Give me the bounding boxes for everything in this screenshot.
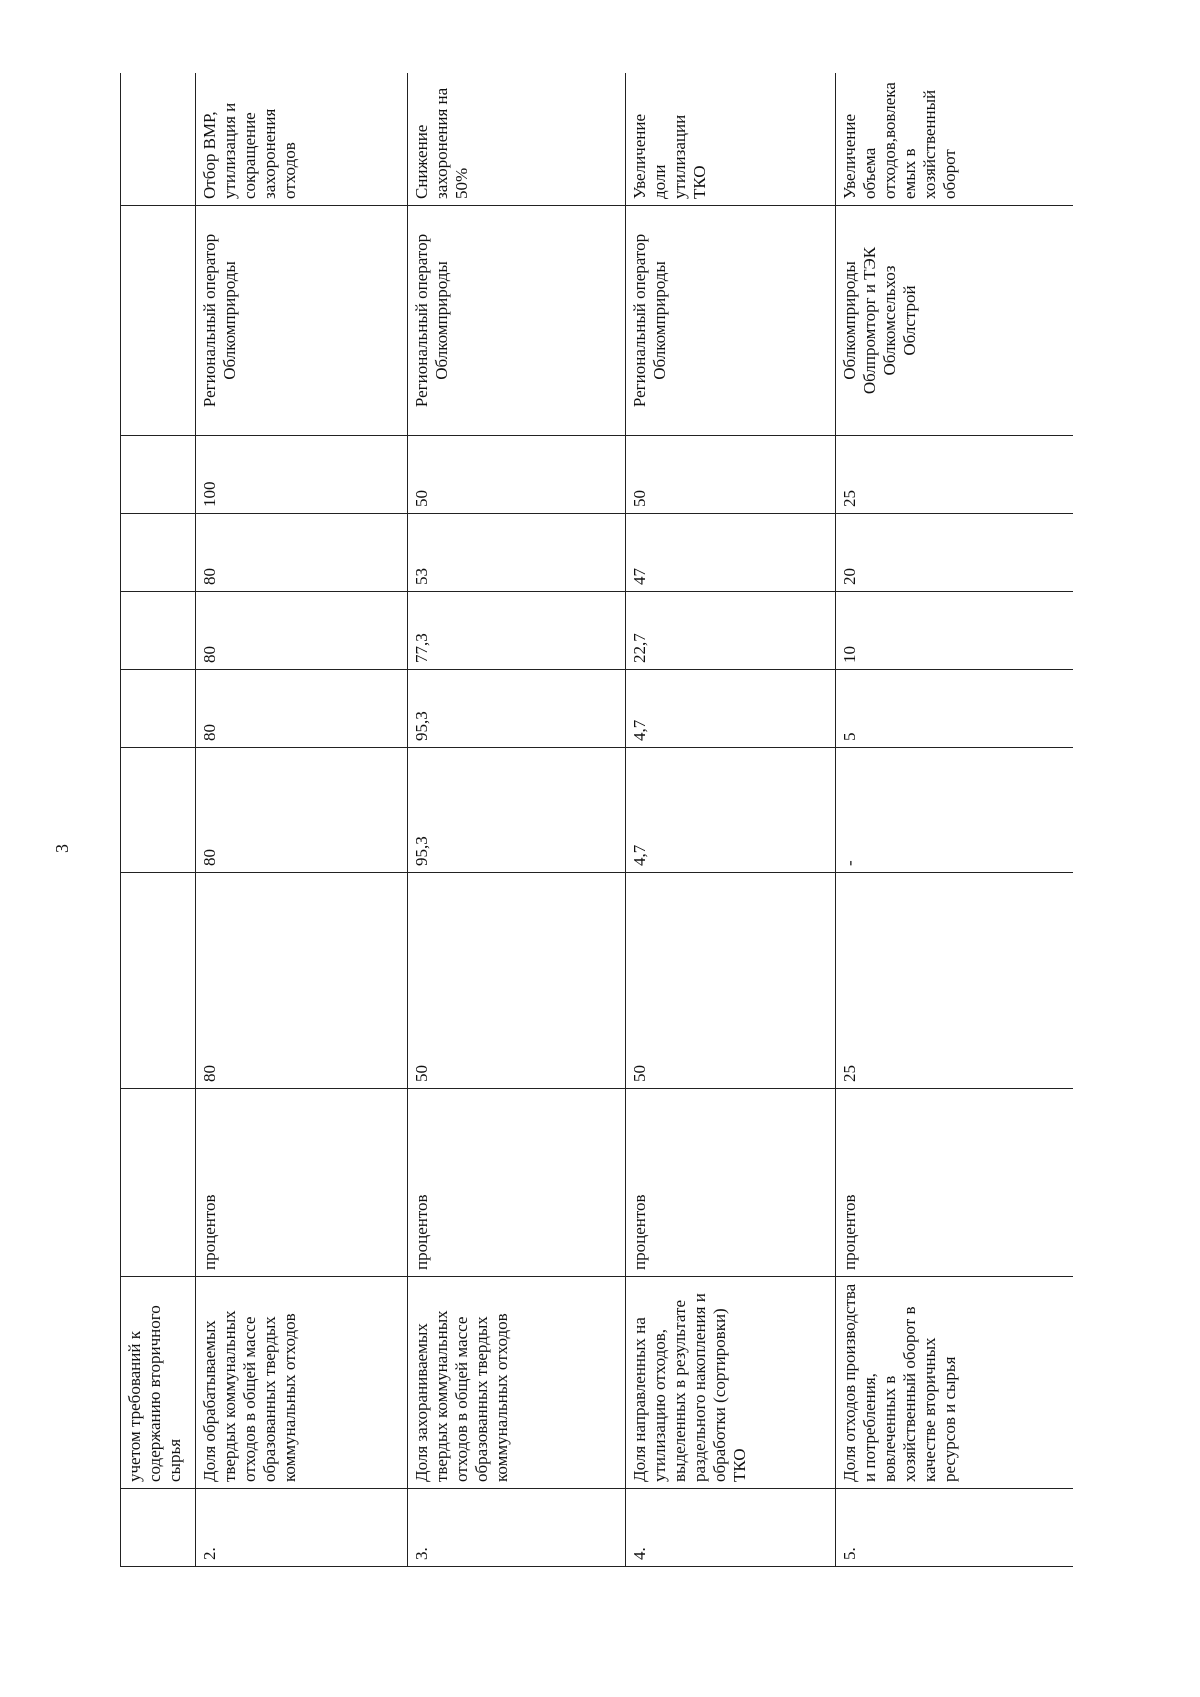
cell-year1: 4,7 — [626, 748, 836, 873]
cell-year3: 80 — [196, 592, 408, 670]
cell-year1 — [121, 748, 196, 873]
cell-responsible — [836, 206, 1074, 436]
cell-num — [121, 1489, 196, 1567]
cell-unit: процентов — [196, 1089, 408, 1277]
cell-year5: 100 — [196, 436, 408, 514]
cell-year2: 5 — [836, 670, 1074, 748]
cell-year1: 95,3 — [408, 748, 626, 873]
cell-year3: 77,3 — [408, 592, 626, 670]
responsible-line: Региональный оператор — [200, 233, 219, 408]
cell-num: 2. — [196, 1489, 408, 1567]
cell-name: Доля обрабатываемых твердых коммунальных отходов в общей массе образованных твердых коммунальных отходов — [196, 1277, 408, 1489]
cell-base: 80 — [196, 873, 408, 1089]
cell-year4: 53 — [408, 514, 626, 592]
responsible-line: Облкомприроды — [220, 261, 240, 380]
cell-year5 — [121, 436, 196, 514]
cell-year1: - — [836, 748, 1074, 873]
cell-responsible — [626, 206, 836, 436]
responsible-line: Облкомприроды — [432, 261, 452, 380]
cell-unit: процентов — [626, 1089, 836, 1277]
cell-year4 — [121, 514, 196, 592]
cell-result: Отбор ВМР, утилизация и сокращение захоронения отходов — [196, 73, 408, 206]
cell-name: учетом требований к содержанию вторичного сырья — [121, 1277, 196, 1489]
cell-result: Увеличение доли утилизации ТКО — [626, 73, 836, 206]
cell-unit — [121, 1089, 196, 1277]
cell-base: 25 — [836, 873, 1074, 1089]
cell-num: 3. — [408, 1489, 626, 1567]
cell-year5: 50 — [626, 436, 836, 514]
cell-base — [121, 873, 196, 1089]
cell-year2: 4,7 — [626, 670, 836, 748]
cell-name: Доля направленных на утилизацию отходов, выделенных в результате раздельного накопления и обработки (сортировки) ТКО — [626, 1277, 836, 1489]
cell-responsible — [196, 206, 408, 436]
cell-year4: 80 — [196, 514, 408, 592]
cell-year1: 80 — [196, 748, 408, 873]
page-number: 3 — [52, 844, 72, 853]
table-wrapper — [120, 73, 1073, 1567]
cell-year2: 95,3 — [408, 670, 626, 748]
responsible-line: Облкомсельхоз — [880, 265, 900, 376]
cell-name: Доля отходов производства и потребления, вовлеченных в хозяйственный оборот в качестве вторичных ресурсов и сырья — [836, 1277, 1074, 1489]
responsible-line: Облпромторг и ТЭК — [860, 246, 880, 395]
cell-base: 50 — [626, 873, 836, 1089]
cell-result: Увеличение объема отходов,вовлекаемых в хозяйственный оборот — [836, 73, 1074, 206]
cell-year4: 47 — [626, 514, 836, 592]
cell-year3 — [121, 592, 196, 670]
cell-year5: 50 — [408, 436, 626, 514]
cell-year3: 10 — [836, 592, 1074, 670]
responsible-line: Региональный оператор — [412, 233, 431, 408]
cell-unit: процентов — [408, 1089, 626, 1277]
indicators-table — [120, 73, 1073, 1567]
cell-responsible — [408, 206, 626, 436]
table-row — [408, 73, 626, 1567]
cell-responsible — [121, 206, 196, 436]
cell-result: Снижение захоронения на 50% — [408, 73, 626, 206]
cell-num: 5. — [836, 1489, 1074, 1567]
table-row — [836, 73, 1074, 1567]
cell-result — [121, 73, 196, 206]
cell-year3: 22,7 — [626, 592, 836, 670]
cell-name: Доля захораниваемых твердых коммунальных отходов в общей массе образованных твердых коммунальных отходов — [408, 1277, 626, 1489]
responsible-line: Региональный оператор — [630, 233, 649, 408]
cell-unit: процентов — [836, 1089, 1074, 1277]
cell-year4: 20 — [836, 514, 1074, 592]
table-row — [626, 73, 836, 1567]
cell-num: 4. — [626, 1489, 836, 1567]
cell-year2 — [121, 670, 196, 748]
responsible-line: Облкомприроды — [650, 261, 670, 380]
responsible-line: Облкомприроды — [840, 261, 859, 380]
cell-year2: 80 — [196, 670, 408, 748]
cell-year5: 25 — [836, 436, 1074, 514]
table-row — [121, 73, 196, 1567]
cell-base: 50 — [408, 873, 626, 1089]
responsible-line: Облстрой — [900, 285, 920, 356]
table-row — [196, 73, 408, 1567]
